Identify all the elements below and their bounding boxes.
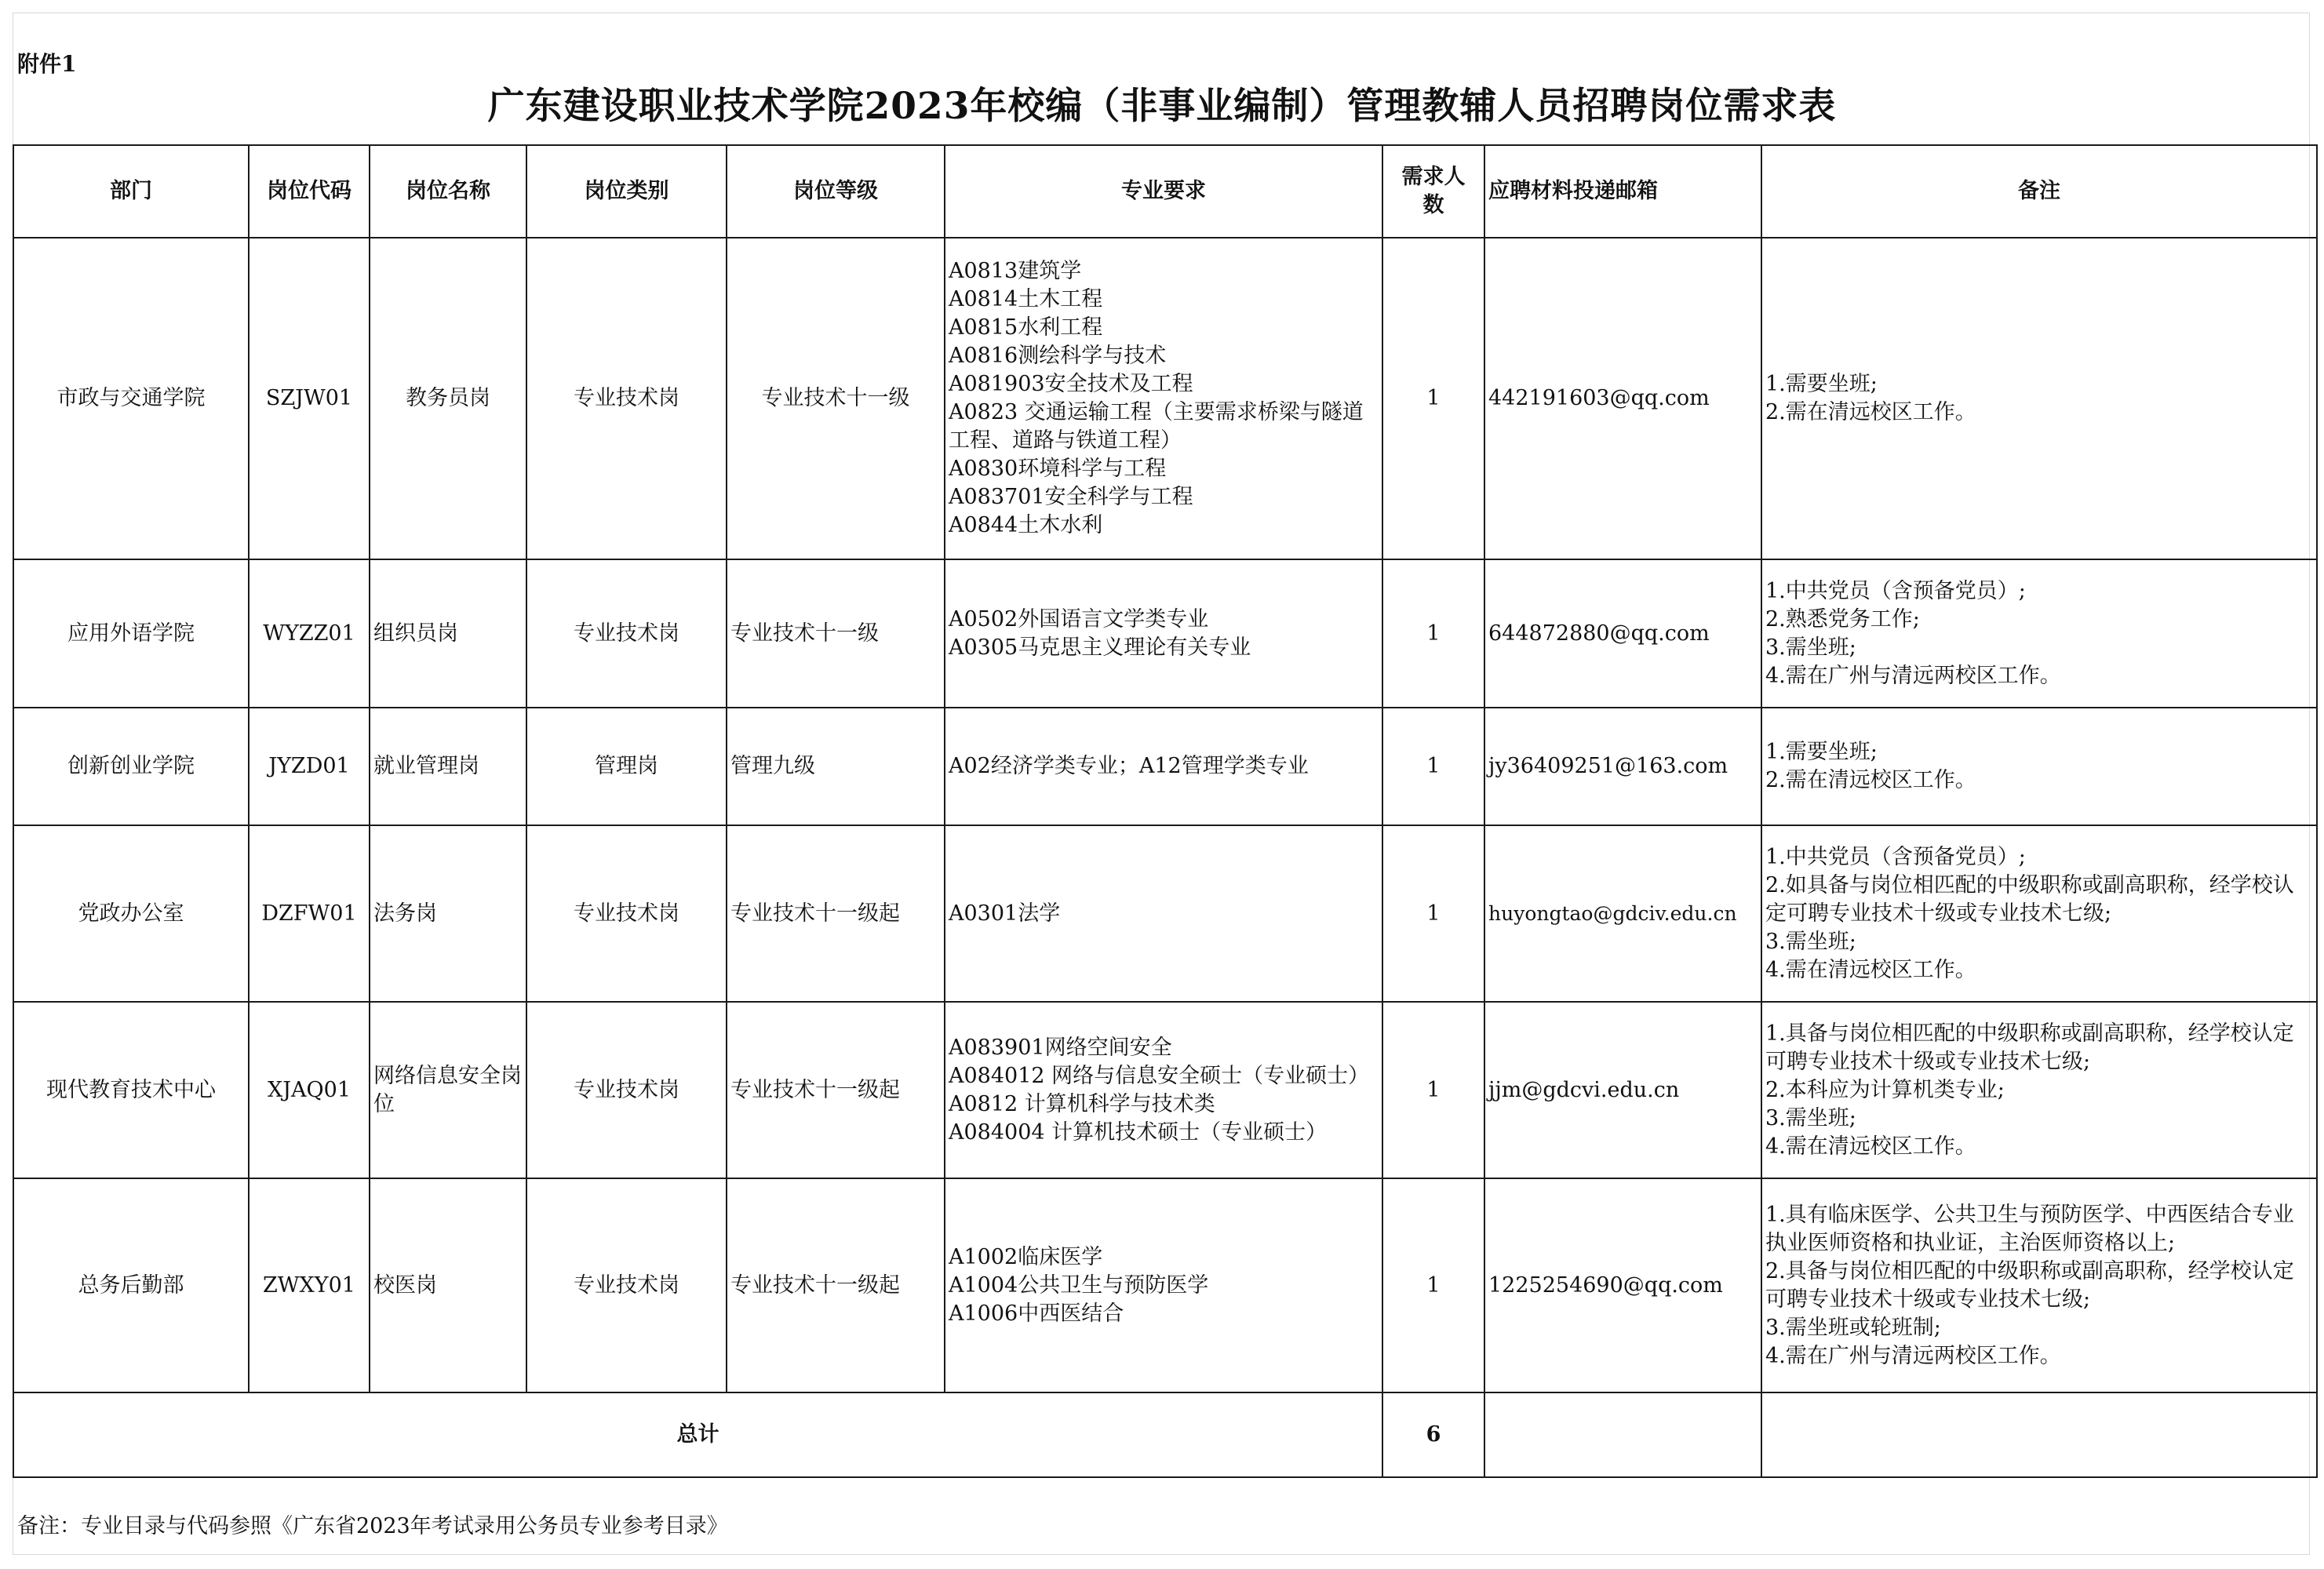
position-name-cell: 网络信息安全岗位: [370, 1002, 526, 1178]
table-row: [13, 825, 2317, 1002]
count-cell: 1: [1382, 1002, 1484, 1178]
email-cell: huyongtao@gdciv.edu.cn: [1484, 825, 1761, 1002]
category-cell: 专业技术岗: [526, 559, 727, 708]
count-cell: 1: [1382, 825, 1484, 1002]
header-major: 专业要求: [945, 145, 1382, 238]
category-cell: 专业技术岗: [526, 825, 727, 1002]
count-cell: 1: [1382, 708, 1484, 825]
level-cell: 专业技术十一级: [727, 559, 945, 708]
major-cell: A1002临床医学 A1004公共卫生与预防医学 A1006中西医结合: [945, 1178, 1382, 1392]
code-cell: SZJW01: [249, 238, 370, 559]
dept-cell: 市政与交通学院: [13, 238, 249, 559]
header-category: 岗位类别: [526, 145, 727, 238]
category-cell: 专业技术岗: [526, 238, 727, 559]
position-name-cell: 就业管理岗: [370, 708, 526, 825]
table-row: [13, 1178, 2317, 1392]
position-name-cell: 组织员岗: [370, 559, 526, 708]
dept-cell: 现代教育技术中心: [13, 1002, 249, 1178]
remark-cell: 1.中共党员（含预备党员）; 2.如具备与岗位相匹配的中级职称或副高职称，经学校认定可聘专业技术十级或专业技术七级; 3.需坐班; 4.需在清远校区工作。: [1761, 825, 2317, 1002]
level-cell: 专业技术十一级: [727, 238, 945, 559]
major-cell: A083901网络空间安全 A084012 网络与信息安全硕士（专业硕士） A0812 计算机科学与技术类 A084004 计算机技术硕士（专业硕士）: [945, 1002, 1382, 1178]
total-count: 6: [1382, 1392, 1484, 1477]
header-row: [13, 145, 2317, 238]
total-remark-empty: [1761, 1392, 2317, 1477]
recruitment-table: [13, 144, 2318, 1478]
header-count: 需求人数: [1382, 145, 1484, 238]
header-name: 岗位名称: [370, 145, 526, 238]
code-cell: WYZZ01: [249, 559, 370, 708]
category-cell: 专业技术岗: [526, 1178, 727, 1392]
code-cell: DZFW01: [249, 825, 370, 1002]
header-code: 岗位代码: [249, 145, 370, 238]
level-cell: 专业技术十一级起: [727, 1002, 945, 1178]
position-name-cell: 法务岗: [370, 825, 526, 1002]
header-dept: 部门: [13, 145, 249, 238]
position-name-cell: 教务员岗: [370, 238, 526, 559]
position-name-cell: 校医岗: [370, 1178, 526, 1392]
dept-cell: 总务后勤部: [13, 1178, 249, 1392]
email-cell: jy36409251@163.com: [1484, 708, 1761, 825]
major-cell: A0813建筑学 A0814土木工程 A0815水利工程 A0816测绘科学与技术 A081903安全技术及工程 A0823 交通运输工程（主要需求桥梁与隧道工程、道路与铁道工程） A0830环境科学与工程 A083701安全科学与工程 A0844土木水利: [945, 238, 1382, 559]
code-cell: JYZD01: [249, 708, 370, 825]
email-cell: 442191603@qq.com: [1484, 238, 1761, 559]
level-cell: 专业技术十一级起: [727, 825, 945, 1002]
count-cell: 1: [1382, 559, 1484, 708]
major-cell: A0301法学: [945, 825, 1382, 1002]
dept-cell: 创新创业学院: [13, 708, 249, 825]
table-row: [13, 708, 2317, 825]
header-level: 岗位等级: [727, 145, 945, 238]
code-cell: ZWXY01: [249, 1178, 370, 1392]
remark-cell: 1.需要坐班; 2.需在清远校区工作。: [1761, 238, 2317, 559]
footnote: 备注：专业目录与代码参照《广东省2023年考试录用公务员专业参考目录》: [17, 1514, 728, 1538]
table-row: [13, 238, 2317, 559]
total-row: [13, 1392, 2317, 1477]
table-row: [13, 559, 2317, 708]
email-cell: 1225254690@qq.com: [1484, 1178, 1761, 1392]
level-cell: 管理九级: [727, 708, 945, 825]
level-cell: 专业技术十一级起: [727, 1178, 945, 1392]
remark-cell: 1.中共党员（含预备党员）; 2.熟悉党务工作; 3.需坐班; 4.需在广州与清远两校区工作。: [1761, 559, 2317, 708]
code-cell: XJAQ01: [249, 1002, 370, 1178]
category-cell: 管理岗: [526, 708, 727, 825]
attachment-label: 附件1: [17, 51, 77, 77]
header-remark: 备注: [1761, 145, 2317, 238]
dept-cell: 应用外语学院: [13, 559, 249, 708]
total-label: 总计: [13, 1392, 1382, 1477]
major-cell: A0502外国语言文学类专业 A0305马克思主义理论有关专业: [945, 559, 1382, 708]
dept-cell: 党政办公室: [13, 825, 249, 1002]
total-email-empty: [1484, 1392, 1761, 1477]
remark-cell: 1.需要坐班; 2.需在清远校区工作。: [1761, 708, 2317, 825]
category-cell: 专业技术岗: [526, 1002, 727, 1178]
table-row: [13, 1002, 2317, 1178]
page-title: 广东建设职业技术学院2023年校编（非事业编制）管理教辅人员招聘岗位需求表: [487, 85, 1837, 128]
email-cell: jjm@gdcvi.edu.cn: [1484, 1002, 1761, 1178]
remark-cell: 1.具有临床医学、公共卫生与预防医学、中西医结合专业执业医师资格和执业证，主治医师资格以上; 2.具备与岗位相匹配的中级职称或副高职称，经学校认定可聘专业技术十级或专业技术七级; 3.需坐班或轮班制; 4.需在广州与清远两校区工作。: [1761, 1178, 2317, 1392]
major-cell: A02经济学类专业；A12管理学类专业: [945, 708, 1382, 825]
email-cell: 644872880@qq.com: [1484, 559, 1761, 708]
count-cell: 1: [1382, 238, 1484, 559]
header-email: 应聘材料投递邮箱: [1484, 145, 1761, 238]
count-cell: 1: [1382, 1178, 1484, 1392]
remark-cell: 1.具备与岗位相匹配的中级职称或副高职称，经学校认定可聘专业技术十级或专业技术七级; 2.本科应为计算机类专业; 3.需坐班; 4.需在清远校区工作。: [1761, 1002, 2317, 1178]
